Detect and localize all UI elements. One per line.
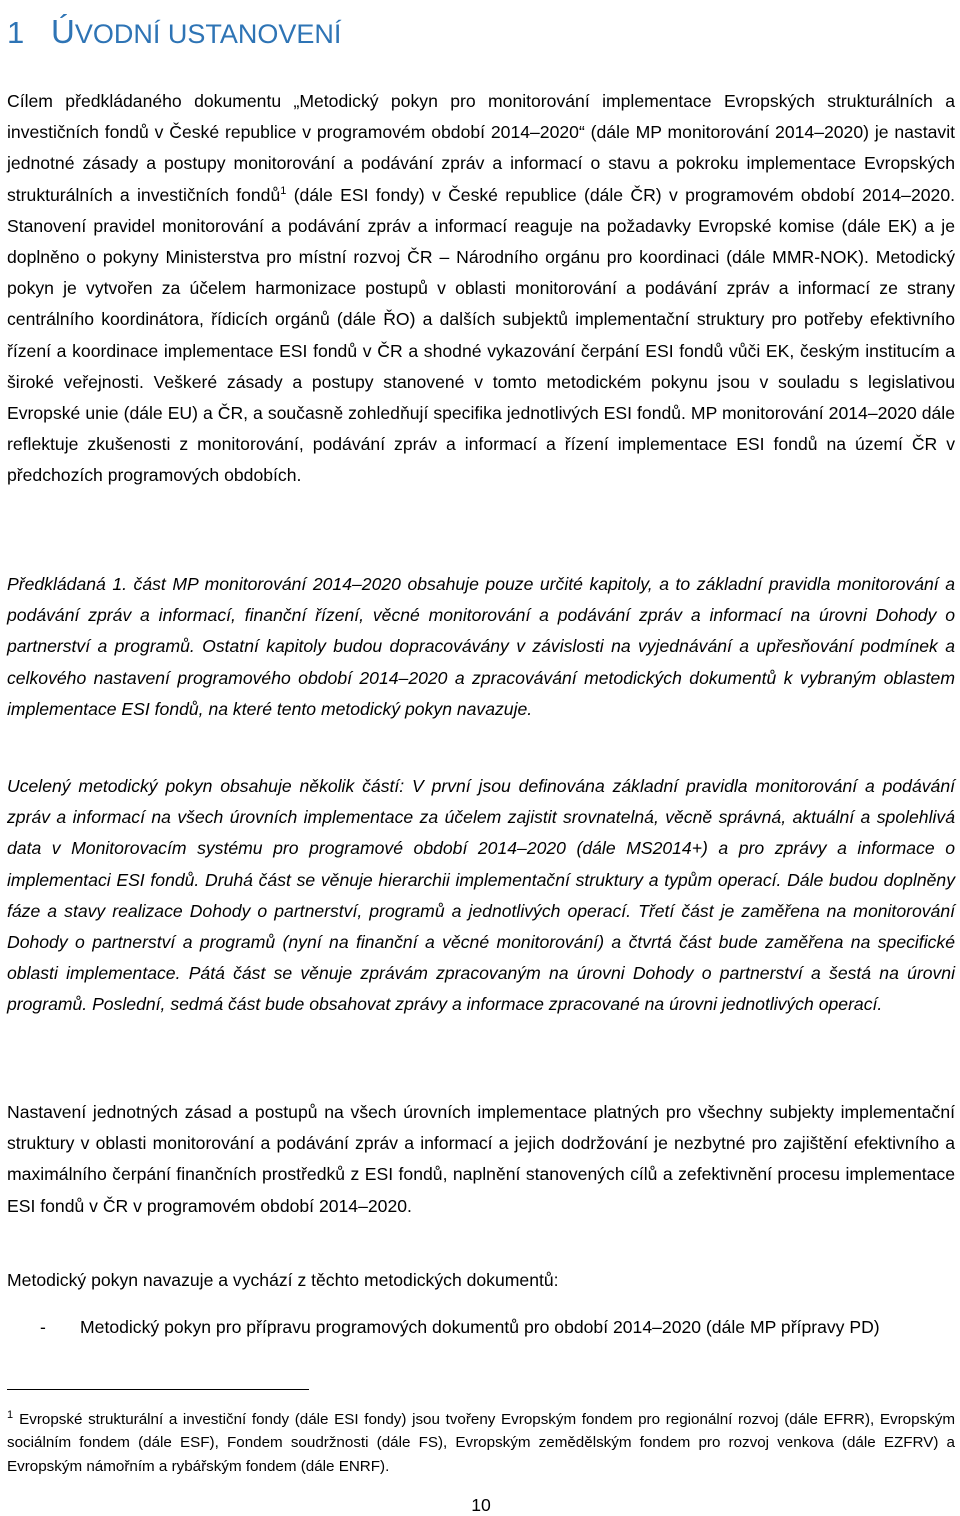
- footnote: [7, 1404, 955, 1478]
- section-heading: [7, 12, 341, 54]
- paragraph-structure: Ucelený metodický pokyn obsahuje několik částí: V první jsou definována základní pravidla monitorování a podávání zpráv a informací na všech úrovních implementace za účelem zajistit srovnatelná, věcně správná, aktuální a spolehlivá data v Monitorovacím systému pro programové období 2014–2020 (dále MS2014+) a pro zprávy a informace o implementaci ESI fondů. Druhá část se věnuje hierarchii implementační struktury a typům operací. Dále budou doplněny fáze a stavy realizace Dohody o partnerství, programů a jednotlivých operací. Třetí část je zaměřena na monitorování Dohody o partnerství a programů (nyní na finanční a věcné monitorování) a čtvrtá část bude zaměřena na specifické oblasti implementace. Pátá část se věnuje zprávám zpracovaným na úrovni Dohody o partnerství a šestá na úrovni programů. Poslední, sedmá část bude obsahovat zprávy a informace zpracované na úrovni jednotlivých operací.: [7, 776, 955, 1015]
- list-item-text: Metodický pokyn pro přípravu programových dokumentů pro období 2014–2020 (dále MP přípravy PD): [80, 1317, 880, 1337]
- paragraph-part-one: Předkládaná 1. část MP monitorování 2014–2020 obsahuje pouze určité kapitoly, a to základní pravidla monitorování a podávání zpráv a informací, finanční řízení, věcné monitorování a podávání zpráv a informací na úrovni Dohody o partnerství a programů. Ostatní kapitoly budou dopracovávány v závislosti na vyjednávání a upřesňování podmínek a celkového nastavení programového období 2014–2020 a zpracovávání metodických dokumentů k vybraným oblastem implementace ESI fondů, na které tento metodický pokyn navazuje.: [7, 574, 955, 719]
- list-bullet: -: [40, 1317, 46, 1337]
- footnote-marker: 1: [7, 1409, 14, 1421]
- paragraph-principles: Nastavení jednotných zásad a postupů na všech úrovních implementace platných pro všechny subjekty implementační struktury v oblasti monitorování a podávání zpráv a informací a jejich dodržování je nezbytné pro zajištění efektivního a maximálního čerpání finančních prostředků z ESI fondů, naplnění stanovených cílů a zefektivnění procesu implementace ESI fondů v ČR v programovém období 2014–2020.: [7, 1102, 955, 1216]
- paragraph-introduction: [7, 86, 955, 492]
- footnote-separator: [7, 1389, 309, 1390]
- paragraph-introduction-part1: Cílem předkládaného dokumentu „Metodický pokyn pro monitorování implementace Evropských strukturálních a investičních fondů v České republice v programovém období 2014–2020“ (dále MP monitorování 2014–2020) je nastavit jednotné zásady a postupy monitorování a podávání zpráv a informací o stavu a pokroku implementace Evropských strukturálních a investičních fondů: [7, 91, 955, 205]
- page-number: 10: [471, 1495, 491, 1515]
- paragraph-introduction-part2: (dále ESI fondy) v České republice (dále ČR) v programovém období 2014–2020. Stanovení pravidel monitorování a podávání zpráv a informací reaguje na požadavky Evropské komise (dále EK) a je doplněno o pokyny Ministerstva pro místní rozvoj ČR – Národního orgánu pro koordinaci (dále MMR-NOK). Metodický pokyn je vytvořen za účelem harmonizace postupů v oblasti monitorování a podávání zpráv a informací ze strany centrálního koordinátora, řídicích orgánů (dále ŘO) a dalších subjektů implementační struktury pro potřeby efektivního řízení a koordinace implementace ESI fondů v ČR a shodné vykazování čerpání ESI fondů vůči EK, českým institucím a široké veřejnosti. Veškeré zásady a postupy stanovené v tomto metodickém pokynu jsou v souladu s legislativou Evropské unie (dále EU) a ČR, a současně zohledňují specifika jednotlivých ESI fondů. MP monitorování 2014–2020 dále reflektuje zkušenosti z monitorování, podávání zpráv a informací a řízení implementace ESI fondů na území ČR v předchozích programových obdobích.: [7, 184, 955, 486]
- paragraph-related-documents: Metodický pokyn navazuje a vychází z těchto metodických dokumentů:: [7, 1270, 559, 1290]
- section-number: 1: [7, 15, 25, 50]
- section-title: VODNÍ USTANOVENÍ: [74, 19, 342, 49]
- section-title-initial: Ú: [51, 13, 75, 50]
- footnote-reference[interactable]: 1: [280, 184, 287, 197]
- footnote-text: Evropské strukturální a investiční fondy (dále ESI fondy) jsou tvořeny Evropským fondem pro regionální rozvoj (dále EFRR), Evropským sociálním fondem (dále ESF), Fondem soudržnosti (dále FS), Evropským zemědělským fondem pro rozvoj venkova (dále EZFRV) a Evropským námořním a rybářským fondem (dále ENRF).: [7, 1411, 955, 1475]
